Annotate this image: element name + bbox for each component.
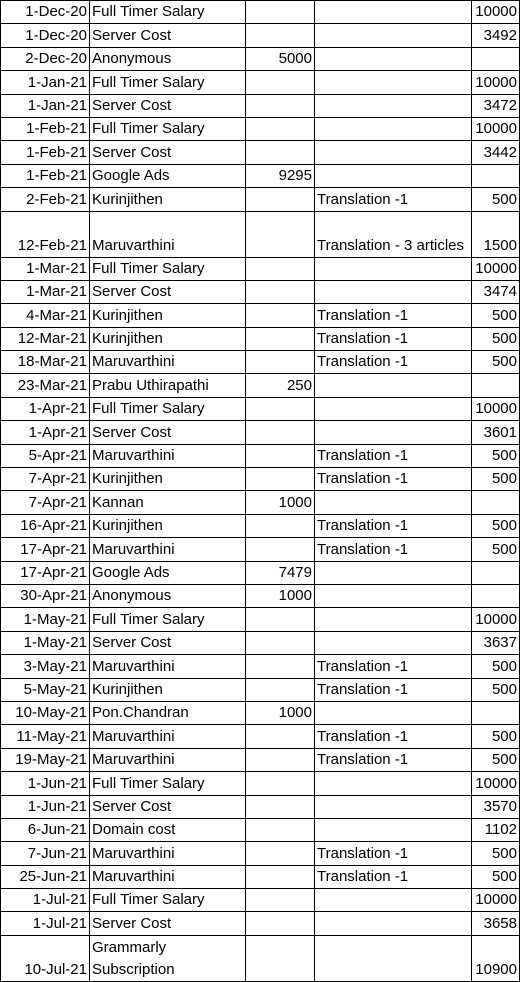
expense-cell[interactable]: 10000	[472, 772, 520, 795]
description-cell[interactable]: Maruvarthini	[90, 655, 246, 678]
description-cell[interactable]: Maruvarthini	[90, 211, 246, 257]
description-cell[interactable]: Maruvarthini	[90, 748, 246, 771]
table-row	[1, 117, 520, 140]
expense-cell[interactable]: 500	[472, 678, 520, 701]
table-row	[1, 865, 520, 888]
table-row	[1, 889, 520, 912]
table-row	[1, 374, 520, 397]
expense-cell[interactable]: 3474	[472, 280, 520, 303]
note-cell[interactable]: Translation -1	[315, 304, 472, 327]
date-cell[interactable]: 17-Apr-21	[1, 538, 90, 561]
date-cell[interactable]: 2-Dec-20	[1, 47, 90, 70]
income-cell[interactable]	[246, 211, 315, 257]
table-row	[1, 584, 520, 607]
income-cell[interactable]	[246, 468, 315, 491]
description-cell[interactable]: Full Timer Salary	[90, 1, 246, 24]
table-row	[1, 818, 520, 841]
note-cell[interactable]	[315, 24, 472, 47]
date-cell[interactable]: 1-Apr-21	[1, 421, 90, 444]
description-cell[interactable]: Kurinjithen	[90, 678, 246, 701]
note-cell[interactable]	[315, 631, 472, 654]
description-cell[interactable]: Server Cost	[90, 795, 246, 818]
income-cell[interactable]	[246, 304, 315, 327]
expense-cell[interactable]: 10000	[472, 397, 520, 420]
date-cell[interactable]: 12-Mar-21	[1, 327, 90, 350]
description-cell[interactable]: Full Timer Salary	[90, 257, 246, 280]
date-cell[interactable]: 10-May-21	[1, 701, 90, 724]
description-cell[interactable]: Server Cost	[90, 421, 246, 444]
table-row	[1, 421, 520, 444]
description-cell[interactable]: Full Timer Salary	[90, 117, 246, 140]
table-row	[1, 701, 520, 724]
table-row	[1, 211, 520, 257]
income-cell[interactable]	[246, 842, 315, 865]
date-cell[interactable]: 11-May-21	[1, 725, 90, 748]
description-cell[interactable]: Pon.Chandran	[90, 701, 246, 724]
note-cell[interactable]: Translation -1	[315, 188, 472, 211]
description-cell[interactable]: Maruvarthini	[90, 444, 246, 467]
income-cell[interactable]	[246, 421, 315, 444]
description-cell[interactable]: Kannan	[90, 491, 246, 514]
note-cell[interactable]	[315, 701, 472, 724]
description-cell[interactable]: Server Cost	[90, 141, 246, 164]
income-cell[interactable]	[246, 912, 315, 935]
income-cell[interactable]	[246, 678, 315, 701]
note-cell[interactable]	[315, 141, 472, 164]
date-cell[interactable]: 1-Dec-20	[1, 24, 90, 47]
income-cell[interactable]	[246, 444, 315, 467]
income-cell[interactable]	[246, 772, 315, 795]
expense-cell[interactable]: 500	[472, 842, 520, 865]
table-row	[1, 280, 520, 303]
description-cell[interactable]: Server Cost	[90, 912, 246, 935]
expense-cell[interactable]: 1102	[472, 818, 520, 841]
table-row	[1, 655, 520, 678]
income-cell[interactable]	[246, 818, 315, 841]
date-cell[interactable]: 5-Apr-21	[1, 444, 90, 467]
expense-cell[interactable]: 500	[472, 468, 520, 491]
date-cell[interactable]: 1-Jan-21	[1, 94, 90, 117]
table-row	[1, 164, 520, 187]
income-cell[interactable]	[246, 538, 315, 561]
expense-cell[interactable]: 1500	[472, 211, 520, 257]
description-cell[interactable]: Kurinjithen	[90, 304, 246, 327]
table-row	[1, 71, 520, 94]
note-cell[interactable]	[315, 47, 472, 70]
description-cell[interactable]: Anonymous	[90, 584, 246, 607]
note-cell[interactable]	[315, 795, 472, 818]
note-cell[interactable]	[315, 561, 472, 584]
date-cell[interactable]: 1-Jul-21	[1, 912, 90, 935]
date-cell[interactable]: 10-Jul-21	[1, 935, 90, 981]
date-cell[interactable]: 4-Mar-21	[1, 304, 90, 327]
date-cell[interactable]: 1-Feb-21	[1, 164, 90, 187]
income-cell[interactable]	[246, 608, 315, 631]
date-cell[interactable]: 17-Apr-21	[1, 561, 90, 584]
note-cell[interactable]	[315, 608, 472, 631]
expense-cell[interactable]: 10000	[472, 117, 520, 140]
description-cell[interactable]: Maruvarthini	[90, 538, 246, 561]
income-cell[interactable]	[246, 935, 315, 981]
date-cell[interactable]: 2-Feb-21	[1, 188, 90, 211]
note-cell[interactable]	[315, 374, 472, 397]
description-cell[interactable]: Full Timer Salary	[90, 772, 246, 795]
description-cell[interactable]: Domain cost	[90, 818, 246, 841]
table-row	[1, 772, 520, 795]
description-cell[interactable]: Maruvarthini	[90, 725, 246, 748]
description-cell[interactable]: Full Timer Salary	[90, 71, 246, 94]
table-row	[1, 935, 520, 981]
description-cell[interactable]: Full Timer Salary	[90, 889, 246, 912]
expense-cell[interactable]: 500	[472, 188, 520, 211]
note-cell[interactable]	[315, 889, 472, 912]
date-cell[interactable]: 7-Apr-21	[1, 468, 90, 491]
date-cell[interactable]: 19-May-21	[1, 748, 90, 771]
income-cell[interactable]	[246, 795, 315, 818]
note-cell[interactable]	[315, 94, 472, 117]
expense-cell[interactable]: 500	[472, 725, 520, 748]
income-cell[interactable]	[246, 397, 315, 420]
expense-cell[interactable]: 10900	[472, 935, 520, 981]
description-cell[interactable]: Maruvarthini	[90, 842, 246, 865]
table-row	[1, 1, 520, 24]
expense-cell[interactable]: 3601	[472, 421, 520, 444]
table-row	[1, 631, 520, 654]
date-cell[interactable]: 1-Apr-21	[1, 397, 90, 420]
note-cell[interactable]: Translation -1	[315, 444, 472, 467]
description-cell[interactable]: Server Cost	[90, 24, 246, 47]
income-cell[interactable]	[246, 748, 315, 771]
table-row	[1, 608, 520, 631]
expense-cell[interactable]	[472, 164, 520, 187]
note-cell[interactable]: Translation -1	[315, 327, 472, 350]
expense-cell[interactable]: 3492	[472, 24, 520, 47]
income-cell[interactable]	[246, 280, 315, 303]
description-cell[interactable]: Google Ads	[90, 561, 246, 584]
expense-cell[interactable]	[472, 47, 520, 70]
table-row	[1, 304, 520, 327]
income-cell[interactable]: 1000	[246, 584, 315, 607]
note-cell[interactable]	[315, 397, 472, 420]
note-cell[interactable]	[315, 71, 472, 94]
income-cell[interactable]: 9295	[246, 164, 315, 187]
date-cell[interactable]: 12-Feb-21	[1, 211, 90, 257]
note-cell[interactable]	[315, 935, 472, 981]
note-cell[interactable]	[315, 280, 472, 303]
table-row	[1, 47, 520, 70]
note-cell[interactable]	[315, 584, 472, 607]
income-cell[interactable]	[246, 71, 315, 94]
date-cell[interactable]: 3-May-21	[1, 655, 90, 678]
expense-cell[interactable]: 500	[472, 304, 520, 327]
date-cell[interactable]: 1-Feb-21	[1, 117, 90, 140]
date-cell[interactable]: 1-Feb-21	[1, 141, 90, 164]
income-cell[interactable]: 250	[246, 374, 315, 397]
expense-cell[interactable]	[472, 584, 520, 607]
table-row	[1, 561, 520, 584]
income-cell[interactable]	[246, 865, 315, 888]
income-cell[interactable]	[246, 141, 315, 164]
description-cell[interactable]: Grammarly Subscription	[90, 935, 246, 981]
date-cell[interactable]: 25-Jun-21	[1, 865, 90, 888]
income-cell[interactable]	[246, 351, 315, 374]
description-cell[interactable]: Prabu Uthirapathi	[90, 374, 246, 397]
note-cell[interactable]	[315, 818, 472, 841]
description-cell[interactable]: Maruvarthini	[90, 351, 246, 374]
date-cell[interactable]: 6-Jun-21	[1, 818, 90, 841]
description-cell[interactable]: Kurinjithen	[90, 327, 246, 350]
expense-cell[interactable]: 500	[472, 655, 520, 678]
income-cell[interactable]	[246, 117, 315, 140]
table-row	[1, 538, 520, 561]
description-cell[interactable]: Anonymous	[90, 47, 246, 70]
expense-cell[interactable]: 500	[472, 351, 520, 374]
ledger-body	[1, 1, 520, 982]
expense-cell[interactable]: 10000	[472, 889, 520, 912]
expense-cell[interactable]: 10000	[472, 1, 520, 24]
income-cell[interactable]: 5000	[246, 47, 315, 70]
description-cell[interactable]: Kurinjithen	[90, 188, 246, 211]
date-cell[interactable]: 1-Jun-21	[1, 772, 90, 795]
date-cell[interactable]: 23-Mar-21	[1, 374, 90, 397]
date-cell[interactable]: 1-May-21	[1, 631, 90, 654]
table-row	[1, 514, 520, 537]
expense-cell[interactable]: 10000	[472, 257, 520, 280]
description-cell[interactable]: Server Cost	[90, 280, 246, 303]
expense-cell[interactable]: 10000	[472, 608, 520, 631]
date-cell[interactable]: 1-Jul-21	[1, 889, 90, 912]
expense-cell[interactable]: 3637	[472, 631, 520, 654]
expense-cell[interactable]	[472, 701, 520, 724]
expense-cell[interactable]: 500	[472, 748, 520, 771]
table-row	[1, 491, 520, 514]
description-cell[interactable]: Kurinjithen	[90, 468, 246, 491]
income-cell[interactable]	[246, 94, 315, 117]
table-row	[1, 141, 520, 164]
date-cell[interactable]: 16-Apr-21	[1, 514, 90, 537]
date-cell[interactable]: 1-Jun-21	[1, 795, 90, 818]
note-cell[interactable]: Translation -1	[315, 468, 472, 491]
income-cell[interactable]	[246, 257, 315, 280]
expense-cell[interactable]: 3472	[472, 94, 520, 117]
note-cell[interactable]	[315, 164, 472, 187]
table-row	[1, 444, 520, 467]
description-cell[interactable]: Maruvarthini	[90, 865, 246, 888]
note-cell[interactable]: Translation -1	[315, 514, 472, 537]
table-row	[1, 678, 520, 701]
expense-cell[interactable]: 500	[472, 444, 520, 467]
description-cell[interactable]: Full Timer Salary	[90, 397, 246, 420]
note-cell[interactable]	[315, 257, 472, 280]
table-row	[1, 94, 520, 117]
income-cell[interactable]	[246, 1, 315, 24]
note-cell[interactable]	[315, 912, 472, 935]
table-row	[1, 795, 520, 818]
description-cell[interactable]: Kurinjithen	[90, 514, 246, 537]
expense-cell[interactable]	[472, 374, 520, 397]
date-cell[interactable]: 1-Mar-21	[1, 257, 90, 280]
expense-cell[interactable]: 3442	[472, 141, 520, 164]
note-cell[interactable]: Translation -1	[315, 748, 472, 771]
table-row	[1, 24, 520, 47]
note-cell[interactable]	[315, 421, 472, 444]
expense-cell[interactable]: 3658	[472, 912, 520, 935]
note-cell[interactable]: Translation -1	[315, 655, 472, 678]
description-cell[interactable]: Server Cost	[90, 631, 246, 654]
date-cell[interactable]: 1-Dec-20	[1, 1, 90, 24]
date-cell[interactable]: 18-Mar-21	[1, 351, 90, 374]
expense-cell[interactable]: 500	[472, 327, 520, 350]
income-cell[interactable]	[246, 514, 315, 537]
table-row	[1, 397, 520, 420]
expense-cell[interactable]: 500	[472, 865, 520, 888]
note-cell[interactable]: Translation -1	[315, 678, 472, 701]
table-row	[1, 188, 520, 211]
note-cell[interactable]: Translation -1	[315, 725, 472, 748]
date-cell[interactable]: 1-Jan-21	[1, 71, 90, 94]
income-cell[interactable]	[246, 327, 315, 350]
note-cell[interactable]: Translation -1	[315, 538, 472, 561]
expense-cell[interactable]: 500	[472, 538, 520, 561]
table-row	[1, 725, 520, 748]
income-cell[interactable]: 7479	[246, 561, 315, 584]
description-cell[interactable]: Google Ads	[90, 164, 246, 187]
date-cell[interactable]: 1-Mar-21	[1, 280, 90, 303]
note-cell[interactable]	[315, 1, 472, 24]
expense-cell[interactable]	[472, 561, 520, 584]
date-cell[interactable]: 1-May-21	[1, 608, 90, 631]
income-cell[interactable]	[246, 725, 315, 748]
income-cell[interactable]	[246, 188, 315, 211]
income-cell[interactable]	[246, 655, 315, 678]
income-cell[interactable]	[246, 24, 315, 47]
expense-cell[interactable]: 3570	[472, 795, 520, 818]
table-row	[1, 842, 520, 865]
date-cell[interactable]: 7-Apr-21	[1, 491, 90, 514]
table-row	[1, 748, 520, 771]
income-cell[interactable]: 1000	[246, 701, 315, 724]
expense-cell[interactable]	[472, 491, 520, 514]
expense-cell[interactable]: 10000	[472, 71, 520, 94]
date-cell[interactable]: 7-Jun-21	[1, 842, 90, 865]
income-cell[interactable]	[246, 631, 315, 654]
table-row	[1, 351, 520, 374]
income-cell[interactable]	[246, 889, 315, 912]
note-cell[interactable]	[315, 772, 472, 795]
note-cell[interactable]	[315, 117, 472, 140]
income-cell[interactable]: 1000	[246, 491, 315, 514]
note-cell[interactable]: Translation -1	[315, 842, 472, 865]
description-cell[interactable]: Server Cost	[90, 94, 246, 117]
table-row	[1, 257, 520, 280]
date-cell[interactable]: 5-May-21	[1, 678, 90, 701]
table-row	[1, 468, 520, 491]
expense-cell[interactable]: 500	[472, 514, 520, 537]
table-row	[1, 327, 520, 350]
table-row	[1, 912, 520, 935]
description-cell[interactable]: Full Timer Salary	[90, 608, 246, 631]
note-cell[interactable]: Translation - 3 articles	[315, 211, 472, 257]
note-cell[interactable]: Translation -1	[315, 351, 472, 374]
note-cell[interactable]: Translation -1	[315, 865, 472, 888]
note-cell[interactable]	[315, 491, 472, 514]
date-cell[interactable]: 30-Apr-21	[1, 584, 90, 607]
